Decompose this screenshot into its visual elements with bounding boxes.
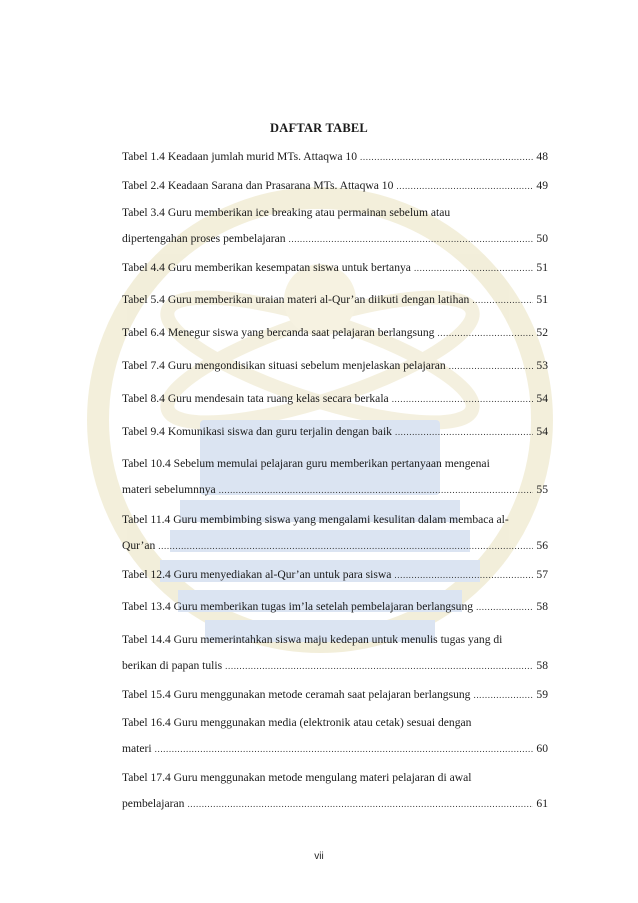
entry-text: materi bbox=[122, 742, 152, 755]
entry-text: Tabel 9.4 Komunikasi siswa dan guru terjalin dengan baik bbox=[122, 425, 392, 438]
entry-text: materi sebelumnnya bbox=[122, 483, 216, 496]
entry-page-number: 54 bbox=[536, 392, 548, 405]
entry-page-number: 51 bbox=[536, 261, 548, 274]
entry-page-number: 57 bbox=[536, 568, 548, 581]
entry-page-number: 51 bbox=[536, 293, 548, 306]
entry-page-number: 60 bbox=[536, 742, 548, 755]
toc-entry bbox=[122, 771, 548, 811]
page-number: vii bbox=[314, 851, 324, 862]
dot-leader bbox=[360, 150, 533, 164]
entry-text: Tabel 6.4 Menegur siswa yang bercanda saat pelajaran berlangsung bbox=[122, 326, 435, 339]
entry-page-number: 52 bbox=[536, 326, 548, 339]
dot-leader bbox=[289, 232, 534, 246]
entry-text: dipertengahan proses pembelajaran bbox=[122, 232, 286, 245]
entry-page-number: 59 bbox=[536, 688, 548, 701]
dot-leader bbox=[392, 392, 534, 406]
toc-entry bbox=[122, 359, 548, 373]
entry-text: Tabel 2.4 Keadaan Sarana dan Prasarana MTs. Attaqwa 10 bbox=[122, 179, 394, 192]
toc-entry bbox=[122, 293, 548, 307]
toc-entry bbox=[122, 568, 548, 582]
toc-entry bbox=[122, 206, 548, 246]
entry-text: Tabel 12.4 Guru menyediakan al-Qur’an untuk para siswa bbox=[122, 568, 392, 581]
entry-page-number: 61 bbox=[536, 797, 548, 810]
dot-leader bbox=[472, 293, 533, 307]
toc-entry bbox=[122, 600, 548, 614]
entry-text: berikan di papan tulis bbox=[122, 659, 223, 672]
toc-entry bbox=[122, 513, 548, 553]
dot-leader bbox=[395, 425, 533, 439]
entry-page-number: 56 bbox=[536, 539, 548, 552]
toc-entry bbox=[122, 688, 548, 702]
entry-page-number: 49 bbox=[536, 179, 548, 192]
entry-page-number: 54 bbox=[536, 425, 548, 438]
entry-page-number: 48 bbox=[536, 150, 548, 163]
dot-leader bbox=[158, 539, 533, 553]
entry-text: Tabel 4.4 Guru memberikan kesempatan siswa untuk bertanya bbox=[122, 261, 411, 274]
dot-leader bbox=[396, 179, 533, 193]
entry-text: Tabel 5.4 Guru memberikan uraian materi al-Qur’an diikuti dengan latihan bbox=[122, 293, 470, 306]
dot-leader bbox=[187, 797, 533, 811]
entry-text: Tabel 7.4 Guru mengondisikan situasi sebelum menjelaskan pelajaran bbox=[122, 359, 446, 372]
entry-text: Tabel 11.4 Guru membimbing siswa yang mengalami kesulitan dalam membaca al- bbox=[122, 513, 509, 526]
entry-page-number: 58 bbox=[536, 600, 548, 613]
entry-text: Tabel 1.4 Keadaan jumlah murid MTs. Attaqwa 10 bbox=[122, 150, 358, 163]
dot-leader bbox=[219, 483, 534, 497]
entry-text: Tabel 8.4 Guru mendesain tata ruang kelas secara berkala bbox=[122, 392, 389, 405]
entry-page-number: 50 bbox=[536, 232, 548, 245]
toc-entry bbox=[122, 392, 548, 406]
entry-text: Qur’an bbox=[122, 539, 156, 552]
toc-entry bbox=[122, 716, 548, 756]
entry-page-number: 58 bbox=[536, 659, 548, 672]
dot-leader bbox=[225, 659, 533, 673]
entry-page-number: 55 bbox=[536, 483, 548, 496]
toc-entry bbox=[122, 261, 548, 275]
toc-entry bbox=[122, 633, 548, 673]
entry-text: Tabel 13.4 Guru memberikan tugas im’la setelah pembelajaran berlangsung bbox=[122, 600, 474, 613]
toc-entry bbox=[122, 457, 548, 497]
toc-entry bbox=[122, 150, 548, 164]
dot-leader bbox=[449, 359, 534, 373]
dot-leader bbox=[414, 261, 533, 275]
dot-leader bbox=[476, 600, 533, 614]
dot-leader bbox=[473, 688, 533, 702]
entry-page-number: 53 bbox=[536, 359, 548, 372]
entry-text: Tabel 14.4 Guru memerintahkan siswa maju kedepan untuk menulis tugas yang di bbox=[122, 633, 503, 646]
entry-text: Tabel 17.4 Guru menggunakan metode mengulang materi pelajaran di awal bbox=[122, 771, 472, 784]
page-title: DAFTAR TABEL bbox=[270, 121, 368, 135]
toc-entry bbox=[122, 179, 548, 193]
dot-leader bbox=[394, 568, 533, 582]
entry-text: pembelajaran bbox=[122, 797, 185, 810]
toc-entry bbox=[122, 326, 548, 340]
entry-text: Tabel 16.4 Guru menggunakan media (elektronik atau cetak) sesuai dengan bbox=[122, 716, 472, 729]
dot-leader bbox=[155, 742, 534, 756]
dot-leader bbox=[437, 326, 533, 340]
entry-text: Tabel 3.4 Guru memberikan ice breaking atau permainan sebelum atau bbox=[122, 206, 451, 219]
entry-text: Tabel 15.4 Guru menggunakan metode ceramah saat pelajaran berlangsung bbox=[122, 688, 471, 701]
toc-entry bbox=[122, 425, 548, 439]
entry-text: Tabel 10.4 Sebelum memulai pelajaran guru memberikan pertanyaan mengenai bbox=[122, 457, 490, 470]
